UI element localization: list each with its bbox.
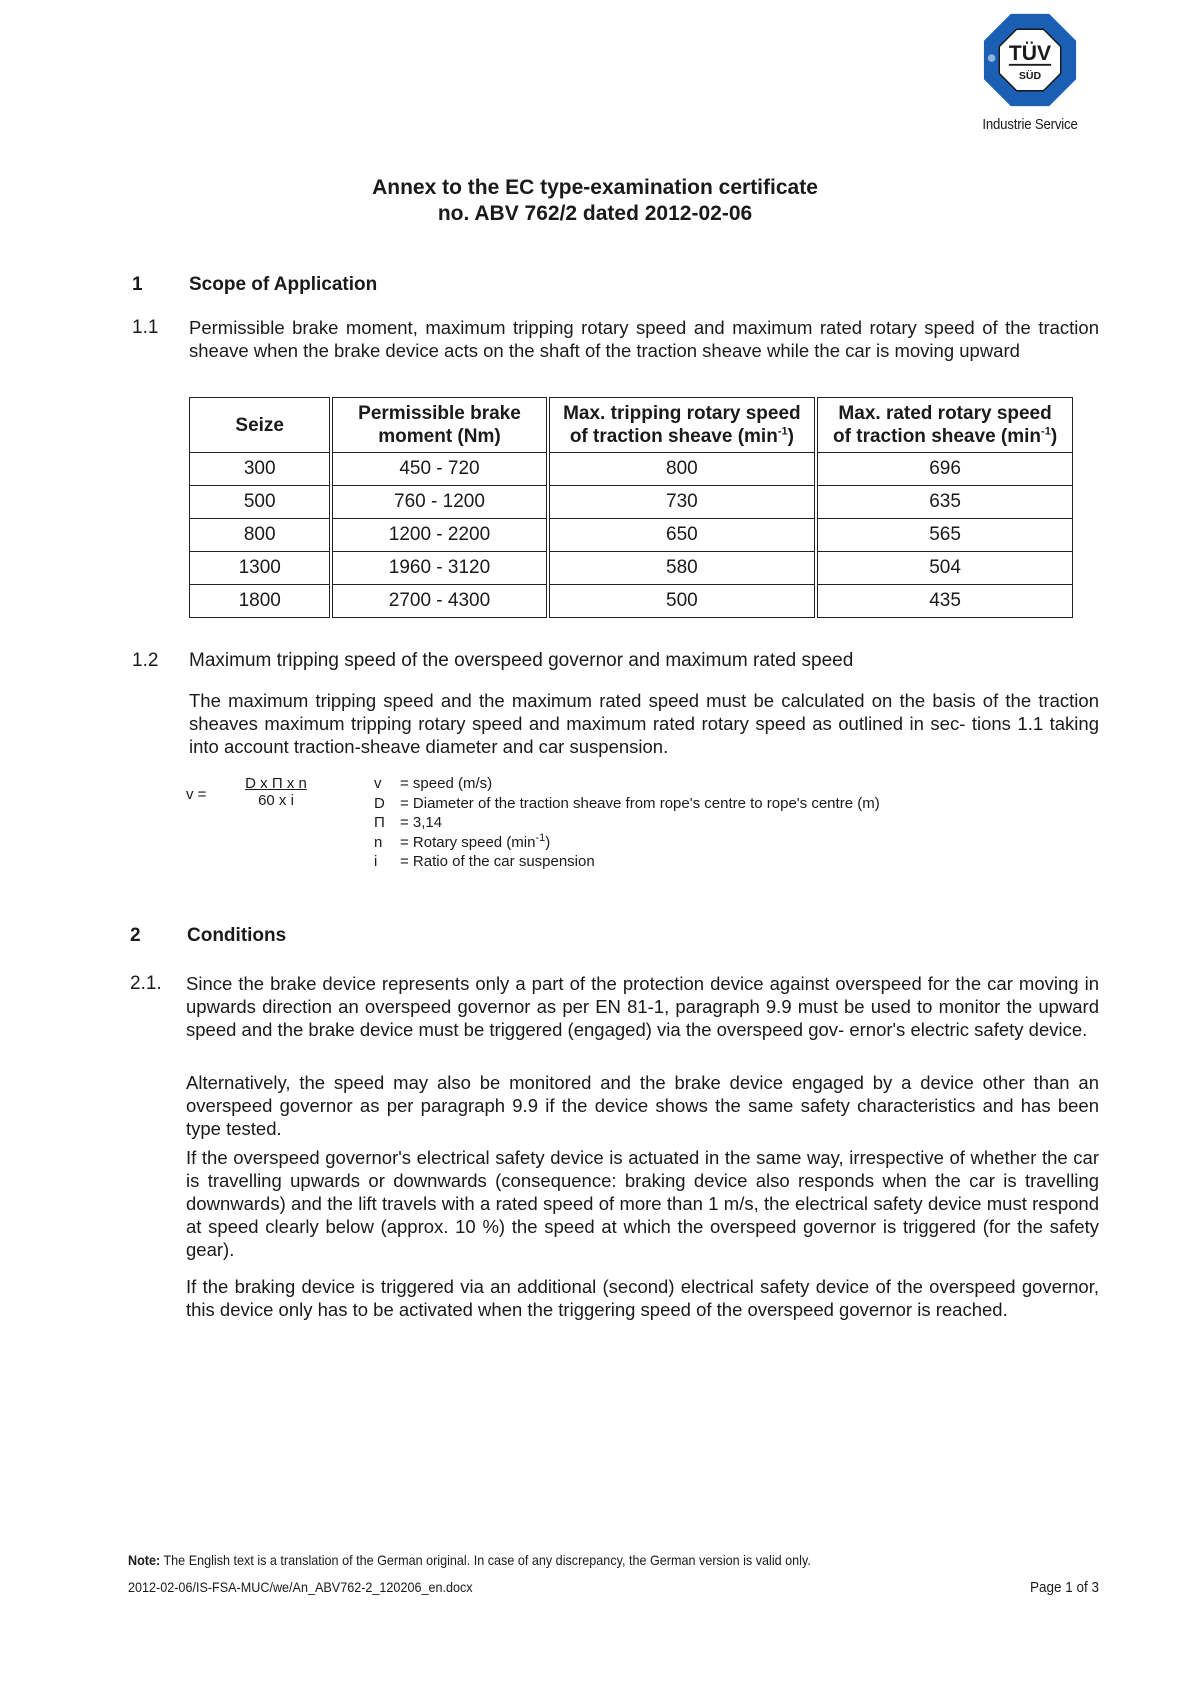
table-row bbox=[190, 519, 1073, 552]
legend-item: D = Diameter of the traction sheave from rope's centre to rope's centre (m) bbox=[374, 794, 880, 812]
footer-note-text: The English text is a translation of the German original. In case of any discrepancy, the German version is valid only. bbox=[160, 1552, 811, 1568]
table-row bbox=[190, 453, 1073, 486]
formula-fraction bbox=[236, 775, 316, 809]
table-row bbox=[190, 585, 1073, 618]
cell-brake-moment: 1960 - 3120 bbox=[331, 552, 547, 585]
cell-tripping-speed: 580 bbox=[548, 552, 817, 585]
cell-seize: 300 bbox=[190, 453, 332, 486]
footer-note-label: Note: bbox=[128, 1552, 161, 1568]
legend-item: Π = 3,14 bbox=[374, 814, 443, 831]
cell-rated-speed: 635 bbox=[816, 486, 1072, 519]
cell-seize: 500 bbox=[190, 486, 332, 519]
formula-numerator: D x Π x n bbox=[245, 775, 307, 792]
subsection-2-1-paragraph-3: If the overspeed governor's electrical safety device is actuated in the same way, irrespective of whether the car is travelling upwards or downwards (consequence: braking device also responds when the car is travelling downwards) and the lift travels with a rated speed of more than 1 m/s, the electrical safety device must respond at speed clearly below (approx. 10 %) the speed at which the overspeed governor is triggered (for the safety gear). bbox=[186, 1147, 1099, 1260]
legend-item: i = Ratio of the car suspension bbox=[374, 853, 595, 870]
subsection-2-1-paragraph-4: If the braking device is triggered via an additional (second) electrical safety device of the overspeed governor, this device only has to be activated when the triggering speed of the overspeed governor is reached. bbox=[186, 1276, 1099, 1320]
cell-rated-speed: 696 bbox=[816, 453, 1072, 486]
brake-spec-table bbox=[189, 397, 1073, 618]
cell-seize: 1800 bbox=[190, 585, 332, 618]
column-header-seize: Seize bbox=[190, 398, 332, 453]
formula-lhs: v = bbox=[186, 786, 207, 803]
subsection-2-1-paragraph-1: Since the brake device represents only a part of the protection device against overspeed for the car moving in upwards direction an overspeed governor as per EN 81-1, paragraph 9.9 must be used to monitor the upward speed and the brake device must be triggered (engaged) via the overspeed gov- ernor's electric safety device. bbox=[186, 973, 1099, 1040]
footer-note bbox=[128, 1552, 811, 1568]
section2-number: 2 bbox=[130, 925, 141, 946]
subsection-1-2-text: The maximum tripping speed and the maximum rated speed must be calculated on the basis of the traction sheaves maximum tripping rotary speed and maximum rated rotary speed as outlined in sec- tions 1.1 taking into account traction-sheave diameter and car suspension. bbox=[189, 690, 1099, 757]
formula-legend bbox=[374, 775, 880, 873]
cell-seize: 800 bbox=[190, 519, 332, 552]
footer-page-number: Page 1 of 3 bbox=[1029, 1579, 1099, 1596]
cell-tripping-speed: 730 bbox=[548, 486, 817, 519]
column-header-max-rated-speed: Max. rated rotary speed of traction sheave $(\min^{-1})$ bbox=[816, 398, 1072, 453]
legend-item: n = Rotary speed $(\min^{-1})$ bbox=[374, 831, 551, 851]
logo-subtitle: Industrie Service bbox=[982, 116, 1078, 133]
cell-rated-speed: 565 bbox=[816, 519, 1072, 552]
document-title-line1: Annex to the EC type-examination certificate bbox=[372, 176, 818, 199]
cell-rated-speed: 435 bbox=[816, 585, 1072, 618]
legend-item: v = speed (m/s) bbox=[374, 775, 493, 792]
table-row bbox=[190, 486, 1073, 519]
section1-heading: Scope of Application bbox=[189, 274, 378, 295]
cell-brake-moment: 450 - 720 bbox=[331, 453, 547, 486]
cell-brake-moment: 2700 - 4300 bbox=[331, 585, 547, 618]
subsection-1-1-number: 1.1 bbox=[132, 317, 159, 338]
column-header-brake-moment: Permissible brake moment (Nm) bbox=[331, 398, 547, 453]
subsection-1-2-number: 1.2 bbox=[132, 650, 159, 671]
tuv-sud-logo-icon bbox=[982, 12, 1078, 108]
section1-number: 1 bbox=[132, 274, 143, 295]
cell-tripping-speed: 650 bbox=[548, 519, 817, 552]
section2-heading: Conditions bbox=[187, 925, 287, 946]
cell-brake-moment: 1200 - 2200 bbox=[331, 519, 547, 552]
subsection-2-1-paragraph-2: Alternatively, the speed may also be monitored and the brake device engaged by a device other than an overspeed governor as per paragraph 9.9 if the device shows the same safety characteristics and has been type tested. bbox=[186, 1072, 1099, 1139]
cell-tripping-speed: 800 bbox=[548, 453, 817, 486]
subsection-1-1-text: Permissible brake moment, maximum tripping rotary speed and maximum rated rotary speed of the traction sheave when the brake device acts on the shaft of the traction sheave while the car is moving upward bbox=[189, 317, 1099, 361]
cell-tripping-speed: 500 bbox=[548, 585, 817, 618]
column-header-max-tripping-speed: Max. tripping rotary speed of traction sheave $(\min^{-1})$ bbox=[548, 398, 817, 453]
cell-seize: 1300 bbox=[190, 552, 332, 585]
svg-text:SÜD: SÜD bbox=[1018, 70, 1042, 83]
cell-rated-speed: 504 bbox=[816, 552, 1072, 585]
subsection-1-2-heading: Maximum tripping speed of the overspeed governor and maximum rated speed bbox=[189, 650, 854, 671]
footer-file-reference: 2012-02-06/IS-FSA-MUC/we/An_ABV762-2_120206_en.docx bbox=[128, 1579, 473, 1595]
document-title-line2: no. ABV 762/2 dated 2012-02-06 bbox=[437, 202, 753, 225]
table-row bbox=[190, 552, 1073, 585]
svg-text:TÜV: TÜV bbox=[1008, 42, 1052, 65]
subsection-2-1-number: 2.1. bbox=[130, 973, 162, 994]
formula-denominator: 60 x i bbox=[258, 792, 294, 809]
cell-brake-moment: 760 - 1200 bbox=[331, 486, 547, 519]
table-header-row bbox=[190, 398, 1073, 453]
